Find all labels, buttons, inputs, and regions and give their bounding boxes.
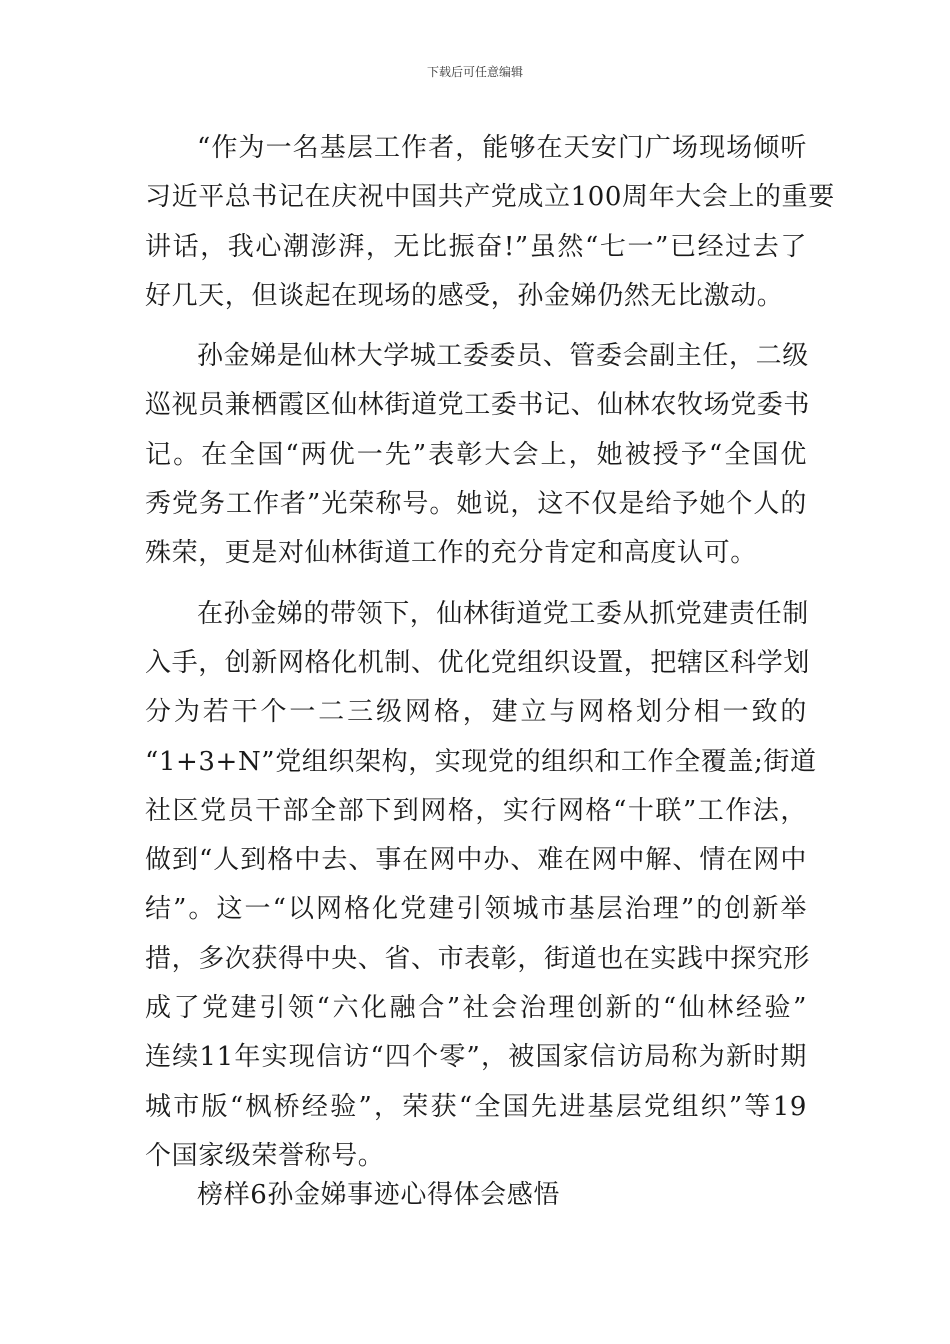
paragraph-1	[145, 124, 835, 321]
text-line: 分为若干个一二三级网格，建立与网格划分相一致的	[145, 697, 807, 728]
page-header: 下载后可任意编辑	[426, 65, 523, 79]
text-line: 记。在全国“两优一先”表彰大会上，她被授予“全国优	[145, 439, 807, 470]
text-line: 好几天，但谈起在现场的感受，孙金娣仍然无比激动。	[145, 280, 784, 311]
text-line: 讲话，我心潮澎湃，无比振奋!”虽然“七一”已经过去了	[145, 231, 807, 262]
text-line: 习近平总书记在庆祝中国共产党成立100周年大会上的重要	[145, 182, 835, 213]
text-line: 殊荣，更是对仙林街道工作的充分肯定和高度认可。	[145, 538, 757, 569]
paragraph-2	[145, 332, 811, 578]
text-line: “1+3+N”党组织架构，实现党的组织和工作全覆盖;街道	[145, 746, 817, 777]
text-line: 城市版“枫桥经验”，荣获“全国先进基层党组织”等19	[145, 1091, 807, 1122]
text-line: 措，多次获得中央、省、市表彰，街道也在实践中探究形	[145, 943, 811, 974]
text-line: “作为一名基层工作者，能够在天安门广场现场倾听	[197, 133, 807, 163]
text-line: 入手，创新网格化机制、优化党组织设置，把辖区科学划	[145, 647, 811, 678]
text-line: 在孙金娣的带领下，仙林街道党工委从抓党建责任制	[197, 598, 809, 629]
text-line: 孙金娣是仙林大学城工委委员、管委会副主任，二级	[197, 341, 809, 372]
text-line: 成了党建引领“六化融合”社会治理创新的“仙林经验”	[145, 993, 807, 1024]
text-line: 结”。这一“以网格化党建引领城市基层治理”的创新举	[145, 894, 807, 925]
article-body	[145, 124, 835, 1192]
text-line: 做到“人到格中去、事在网中办、难在网中解、情在网中	[145, 845, 807, 876]
paragraph-3	[145, 590, 817, 1182]
text-line: 秀党务工作者”光荣称号。她说，这不仅是给予她个人的	[145, 489, 807, 520]
text-line: 社区党员干部全部下到网格，实行网格“十联”工作法，	[145, 795, 807, 826]
text-line: 个国家级荣誉称号。	[145, 1140, 385, 1171]
section-heading: 榜样6孙金娣事迹心得体会感悟	[197, 1180, 560, 1210]
text-line: 巡视员兼栖霞区仙林街道党工委书记、仙林农牧场党委书	[145, 390, 811, 421]
text-line: 连续11年实现信访“四个零”，被国家信访局称为新时期	[145, 1042, 807, 1073]
